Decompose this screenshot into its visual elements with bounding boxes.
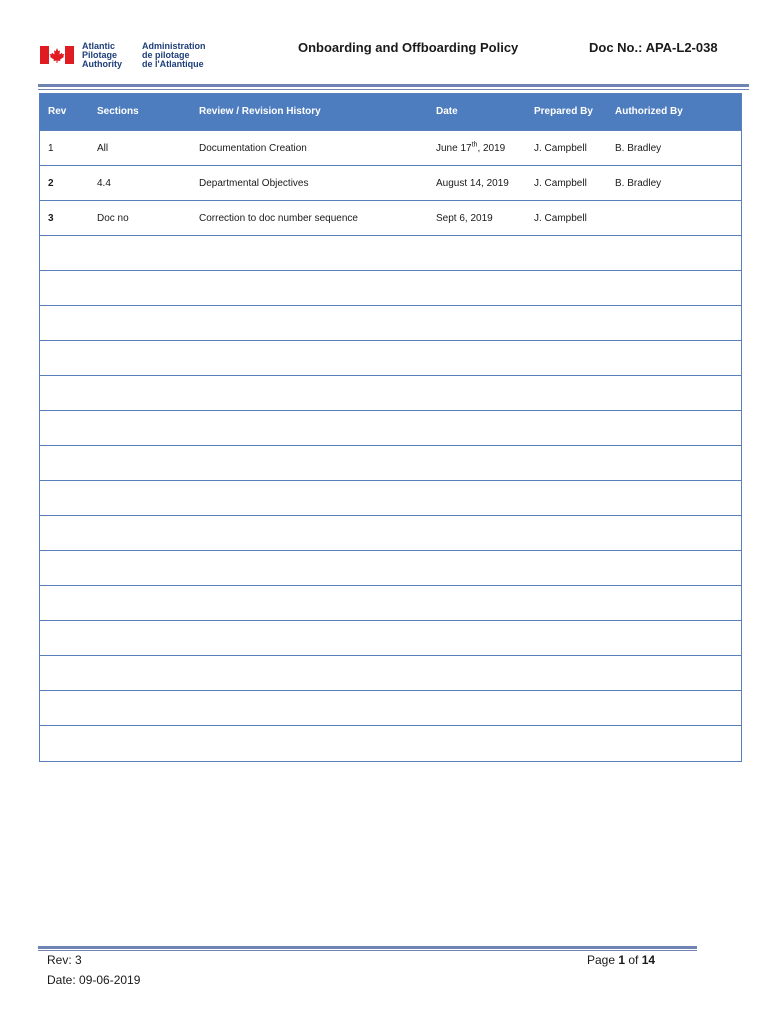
table-row-empty (40, 270, 741, 305)
date-ordinal: th (471, 141, 478, 149)
table-header-row (40, 94, 741, 130)
history-cell: Correction to doc number sequence (199, 213, 358, 224)
logo-text-french: Administration de pilotage de l'Atlantique (142, 41, 206, 69)
table-row-empty (40, 305, 741, 340)
column-header-prepared-by: Prepared By (534, 106, 593, 117)
column-header-date: Date (436, 106, 458, 117)
table-row-empty (40, 620, 741, 655)
footer-rule-thin (38, 950, 697, 951)
history-cell: Departmental Objectives (199, 178, 309, 189)
footer-page-number (587, 953, 655, 967)
history-cell: Documentation Creation (199, 143, 307, 154)
document-number: Doc No.: APA-L2-038 (589, 40, 718, 55)
footer-revision: Rev: 3 (47, 953, 82, 967)
table-row-empty (40, 725, 741, 760)
footer-rule-thick (38, 946, 697, 949)
table-row (40, 130, 741, 165)
table-row-empty (40, 655, 741, 690)
column-header-rev: Rev (48, 106, 67, 117)
rev-cell: 3 (48, 213, 54, 224)
table-row-empty (40, 410, 741, 445)
date-cell (436, 131, 505, 166)
table-row (40, 165, 741, 200)
date-text: June 17 (436, 143, 472, 154)
header-rule-thin (38, 89, 749, 90)
date-year: , 2019 (477, 143, 506, 154)
column-header-sections: Sections (97, 106, 139, 117)
column-header-authorized-by: Authorized By (615, 106, 683, 117)
date-cell: August 14, 2019 (436, 178, 509, 189)
table-row (40, 200, 741, 235)
table-row-empty (40, 585, 741, 620)
page-mid: of (625, 953, 642, 967)
prepared-by-cell: J. Campbell (534, 143, 587, 154)
page-current: 1 (618, 953, 626, 967)
table-row-empty (40, 690, 741, 725)
table-row-empty (40, 340, 741, 375)
rev-cell: 1 (48, 143, 54, 154)
document-title: Onboarding and Offboarding Policy (298, 40, 519, 55)
authorized-by-cell: B. Bradley (615, 178, 662, 189)
logo-text-english: Atlantic Pilotage Authority (82, 41, 122, 69)
authority-logo (40, 42, 210, 70)
table-row-empty (40, 480, 741, 515)
prepared-by-cell: J. Campbell (534, 178, 587, 189)
authorized-by-cell: B. Bradley (615, 143, 662, 154)
date-cell: Sept 6, 2019 (436, 213, 493, 224)
sections-cell: All (97, 143, 109, 154)
prepared-by-cell: J. Campbell (534, 213, 587, 224)
table-row-empty (40, 375, 741, 410)
table-row-empty (40, 515, 741, 550)
revision-history-table (39, 93, 742, 762)
table-row-empty (40, 550, 741, 585)
header-rule-thick (38, 84, 749, 87)
page-total: 14 (641, 953, 656, 967)
page-prefix: Page (587, 953, 619, 967)
column-header-history: Review / Revision History (199, 106, 321, 117)
canada-flag-icon (40, 46, 74, 64)
footer-date: Date: 09-06-2019 (47, 973, 141, 987)
table-row-empty (40, 445, 741, 480)
rev-cell: 2 (48, 178, 54, 189)
sections-cell: Doc no (97, 213, 129, 224)
table-row-empty (40, 235, 741, 270)
sections-cell: 4.4 (97, 178, 111, 189)
